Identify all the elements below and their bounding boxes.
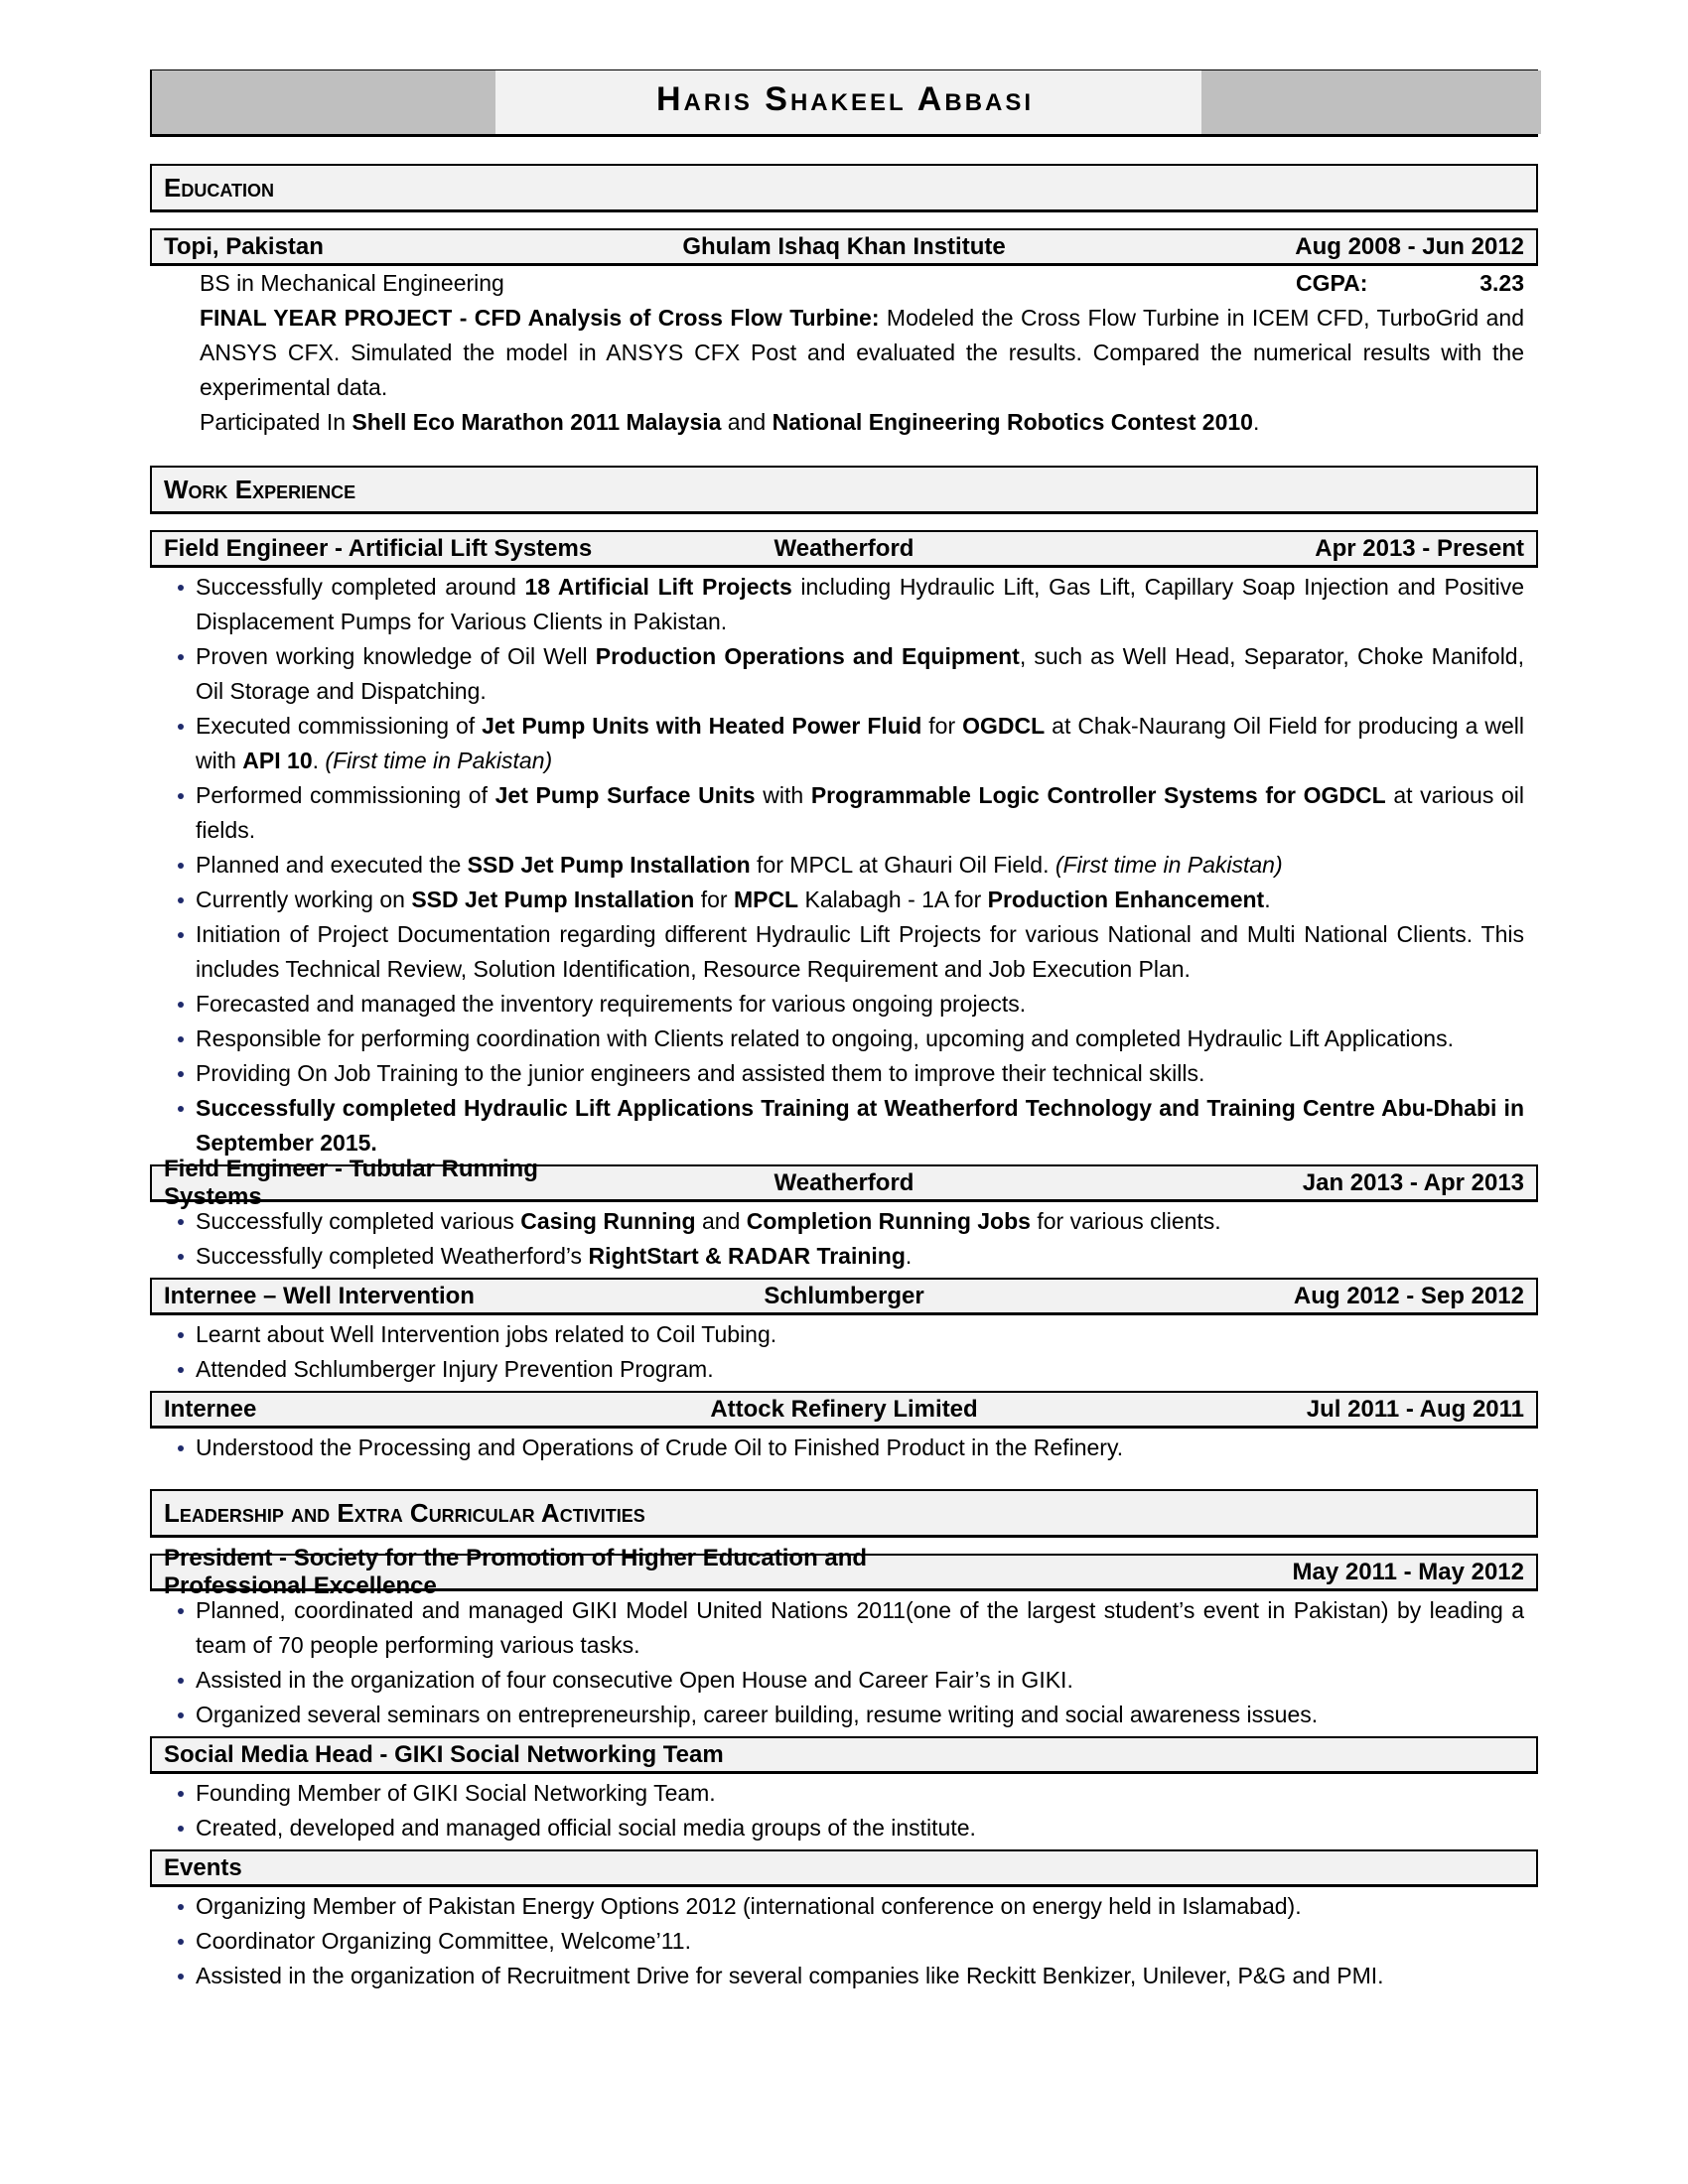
entry-title: President - Society for the Promotion of Higher Education and Professional Excellence (164, 1544, 868, 1599)
entry-header-row (150, 1736, 1538, 1774)
bullet-item (150, 1317, 1538, 1352)
bullet-dot-icon (178, 1071, 184, 1077)
bullet-item (150, 1663, 1538, 1698)
entry-dates: Aug 2012 - Sep 2012 (1293, 1282, 1525, 1309)
text-run: Jet Pump Surface Units (494, 782, 756, 808)
bullet-item (150, 1431, 1538, 1465)
bullet-item (150, 639, 1538, 709)
entry-title: Events (164, 1853, 242, 1881)
entry-organization: Weatherford (774, 1168, 914, 1196)
bullet-dot-icon (178, 585, 184, 591)
bullet-item (150, 848, 1538, 883)
bullet-dot-icon (178, 1445, 184, 1451)
entry-title: Field Engineer - Tubular Running Systems (164, 1155, 538, 1210)
text-run: Casing Running (520, 1208, 696, 1234)
resume-page (150, 69, 1538, 1993)
bullet-dot-icon (178, 932, 184, 938)
bullet-dot-icon (178, 1904, 184, 1910)
bullet-item (150, 570, 1538, 639)
entry-header-row (150, 1391, 1538, 1429)
bullet-dot-icon (178, 1939, 184, 1945)
text-run: API 10 (242, 748, 313, 773)
text-run: . (1264, 887, 1271, 912)
text-run: 18 Artificial Lift Projects (524, 574, 792, 600)
text-run: Production Operations and Equipment (595, 643, 1020, 669)
text-run: for various clients. (1030, 1208, 1221, 1234)
text-run: Completion Running Jobs (746, 1208, 1031, 1234)
bullet-dot-icon (178, 1367, 184, 1373)
education-dates: Aug 2008 - Jun 2012 (1295, 232, 1525, 260)
text-run: Assisted in the organization of four consecutive Open House and Career Fair’s in GIKI. (196, 1667, 1073, 1693)
text-run: SSD Jet Pump Installation (411, 887, 695, 912)
bullet-list (150, 1431, 1538, 1465)
text-run: Attended Schlumberger Injury Prevention Program. (196, 1356, 714, 1382)
degree-line (150, 266, 1538, 301)
bullet-list (150, 1204, 1538, 1274)
name-banner (150, 69, 1538, 137)
bullet-item (150, 1924, 1538, 1959)
entry-title: Social Media Head - GIKI Social Networking Team (164, 1740, 724, 1768)
text-run: Successfully completed Weatherford’s (196, 1243, 589, 1269)
text-run: including Hydraulic Lift, Gas Lift, Capillary Soap Injection and Positive Displacement Pumps for Various Clients in Pakistan. (196, 574, 1524, 634)
text-run: Created, developed and managed official social media groups of the institute. (196, 1815, 976, 1841)
text-run: and (695, 1208, 747, 1234)
text-run: Executed commissioning of (196, 713, 483, 739)
text-run: Organized several seminars on entrepreneurship, career building, resume writing and social awareness issues. (196, 1702, 1319, 1727)
bullet-dot-icon (178, 1106, 184, 1112)
bullet-list (150, 570, 1538, 1160)
bullet-item (150, 1091, 1538, 1160)
cgpa-label: CGPA: (1296, 270, 1368, 296)
bullet-item (150, 1352, 1538, 1387)
bullet-dot-icon (178, 897, 184, 903)
bullet-dot-icon (178, 1332, 184, 1338)
text-run: OGDCL (962, 713, 1046, 739)
text-run: for (694, 887, 734, 912)
bullet-dot-icon (178, 1254, 184, 1260)
text-run: Assisted in the organization of Recruitment Drive for several companies like Reckitt Benkizer, Unilever, P&G and PMI. (196, 1963, 1384, 1988)
entry-header-row (150, 1544, 1538, 1599)
text-run: , such as Well Head, Separator, Choke Manifold, Oil Storage and Dispatching. (196, 643, 1524, 704)
text-run: Participated In (200, 409, 352, 435)
bullet-item (150, 1889, 1538, 1924)
entry-header-row (150, 1849, 1538, 1887)
bullet-dot-icon (178, 1036, 184, 1042)
bullet-item (150, 917, 1538, 987)
text-run: Planned and executed the (196, 852, 468, 878)
text-run: Planned, coordinated and managed GIKI Model United Nations 2011(one of the largest student’s event in Pakistan) by leading a team of 70 people performing various tasks. (196, 1597, 1524, 1658)
entry-header-row (150, 1155, 1538, 1210)
cgpa-value: 3.23 (1479, 270, 1524, 296)
bullet-item (150, 1811, 1538, 1845)
entry-dates: Jan 2013 - Apr 2013 (1302, 1168, 1525, 1196)
cgpa (1296, 266, 1524, 301)
leadership-roles (150, 1544, 1538, 1993)
text-run: for MPCL at Ghauri Oil Field. (750, 852, 1055, 878)
entry-dates: Apr 2013 - Present (1315, 534, 1525, 562)
leadership-heading: Leadership and Extra Curricular Activities (150, 1489, 1538, 1538)
text-run: Coordinator Organizing Committee, Welcome’11. (196, 1928, 691, 1954)
text-run: Successfully completed Hydraulic Lift Applications Training at Weatherford Technology and Training Centre Abu-Dhabi in September 2015. (196, 1095, 1524, 1156)
entry-header-row (150, 1278, 1538, 1315)
text-run: for (921, 713, 963, 739)
text-run: SSD Jet Pump Installation (467, 852, 751, 878)
degree: BS in Mechanical Engineering (200, 270, 504, 296)
text-run: Understood the Processing and Operations of Crude Oil to Finished Product in the Refinery. (196, 1434, 1124, 1460)
bullet-item (150, 1204, 1538, 1239)
bullet-item (150, 1239, 1538, 1274)
text-run: . (1252, 409, 1260, 435)
text-run: Jet Pump Units with Heated Power Fluid (482, 713, 922, 739)
entry-title: Internee (164, 1395, 257, 1423)
bullet-list (150, 1593, 1538, 1732)
entry-dates: May 2011 - May 2012 (1292, 1558, 1524, 1585)
bullet-item (150, 883, 1538, 917)
entry-organization: Attock Refinery Limited (710, 1395, 978, 1423)
text-run: Kalabagh - 1A for (798, 887, 988, 912)
bullet-item (150, 1698, 1538, 1732)
bullet-dot-icon (178, 1826, 184, 1832)
text-run: with (755, 782, 811, 808)
entry-dates: Jul 2011 - Aug 2011 (1306, 1395, 1525, 1423)
bullet-list (150, 1889, 1538, 1993)
bullet-dot-icon (178, 1608, 184, 1614)
text-run: Production Enhancement (987, 887, 1265, 912)
text-run: Providing On Job Training to the junior engineers and assisted them to improve their technical skills. (196, 1060, 1205, 1086)
education-heading: Education (150, 164, 1538, 212)
bullet-dot-icon (178, 1712, 184, 1718)
text-run: Responsible for performing coordination with Clients related to ongoing, upcoming and completed Hydraulic Lift Applications. (196, 1025, 1454, 1051)
text-run: Programmable Logic Controller Systems for OGDCL (810, 782, 1386, 808)
entry-title: Field Engineer - Artificial Lift Systems (164, 534, 593, 562)
final-year-project (150, 301, 1538, 405)
bullet-item (150, 1959, 1538, 1993)
text-run: Founding Member of GIKI Social Networking Team. (196, 1780, 716, 1806)
text-run: Proven working knowledge of Oil Well (196, 643, 596, 669)
education-location: Topi, Pakistan (164, 232, 324, 260)
text-run: MPCL (733, 887, 799, 912)
candidate-name: Haris Shakeel Abbasi (655, 80, 1035, 118)
bullet-item (150, 778, 1538, 848)
text-run: . (312, 748, 326, 773)
text-run: Shell Eco Marathon 2011 Malaysia (352, 409, 722, 435)
entry-organization: Weatherford (774, 534, 914, 562)
bullet-dot-icon (178, 654, 184, 660)
bullet-list (150, 1317, 1538, 1387)
text-run: FINAL YEAR PROJECT - CFD Analysis of Cross Flow Turbine: (200, 305, 880, 331)
text-run: (First time in Pakistan) (1055, 852, 1283, 878)
bullet-dot-icon (178, 1002, 184, 1008)
text-run: Successfully completed around (196, 574, 525, 600)
text-run: National Engineering Robotics Contest 2010 (772, 409, 1253, 435)
text-run: Successfully completed various (196, 1208, 521, 1234)
education-row (150, 228, 1538, 266)
entry-header-row (150, 530, 1538, 568)
bullet-item (150, 1776, 1538, 1811)
entry-title: Internee – Well Intervention (164, 1282, 475, 1309)
text-run: (First time in Pakistan) (325, 748, 553, 773)
text-run: at Chak-Naurang Oil Field for producing a well with (196, 713, 1525, 773)
bullet-item (150, 987, 1538, 1022)
text-run: Forecasted and managed the inventory requirements for various ongoing projects. (196, 991, 1027, 1017)
education-institute: Ghulam Ishaq Khan Institute (682, 232, 1006, 260)
text-run: at various oil fields. (196, 782, 1524, 843)
bullet-dot-icon (178, 793, 184, 799)
participation-line (150, 405, 1538, 440)
bullet-item (150, 1056, 1538, 1091)
text-run: Performed commissioning of (196, 782, 495, 808)
bullet-dot-icon (178, 1974, 184, 1979)
bullet-dot-icon (178, 1219, 184, 1225)
work-heading: Work Experience (150, 466, 1538, 514)
work-jobs (150, 530, 1538, 1465)
text-run: Modeled the Cross Flow Turbine in ICEM CFD, TurboGrid and ANSYS CFX. Simulated the model in ANSYS CFX Post and evaluated the results. Compared the numerical results with the experimental data. (200, 305, 1524, 400)
bullet-item (150, 1593, 1538, 1663)
text-run: Organizing Member of Pakistan Energy Options 2012 (international conference on energy held in Islamabad). (196, 1893, 1302, 1919)
text-run: Learnt about Well Intervention jobs related to Coil Tubing. (196, 1321, 777, 1347)
bullet-dot-icon (178, 863, 184, 869)
bullet-item (150, 709, 1538, 778)
bullet-item (150, 1022, 1538, 1056)
entry-organization: Schlumberger (764, 1282, 924, 1309)
text-run: RightStart & RADAR Training (588, 1243, 906, 1269)
bullet-dot-icon (178, 1791, 184, 1797)
bullet-dot-icon (178, 724, 184, 730)
text-run: Initiation of Project Documentation regarding different Hydraulic Lift Projects for various National and Multi National Clients. This includes Technical Review, Solution Identification, Resource Requirement and Job Execution Plan. (196, 921, 1524, 982)
bullet-list (150, 1776, 1538, 1845)
text-run: Currently working on (196, 887, 412, 912)
text-run: . (905, 1243, 913, 1269)
bullet-dot-icon (178, 1678, 184, 1684)
text-run: and (721, 409, 773, 435)
